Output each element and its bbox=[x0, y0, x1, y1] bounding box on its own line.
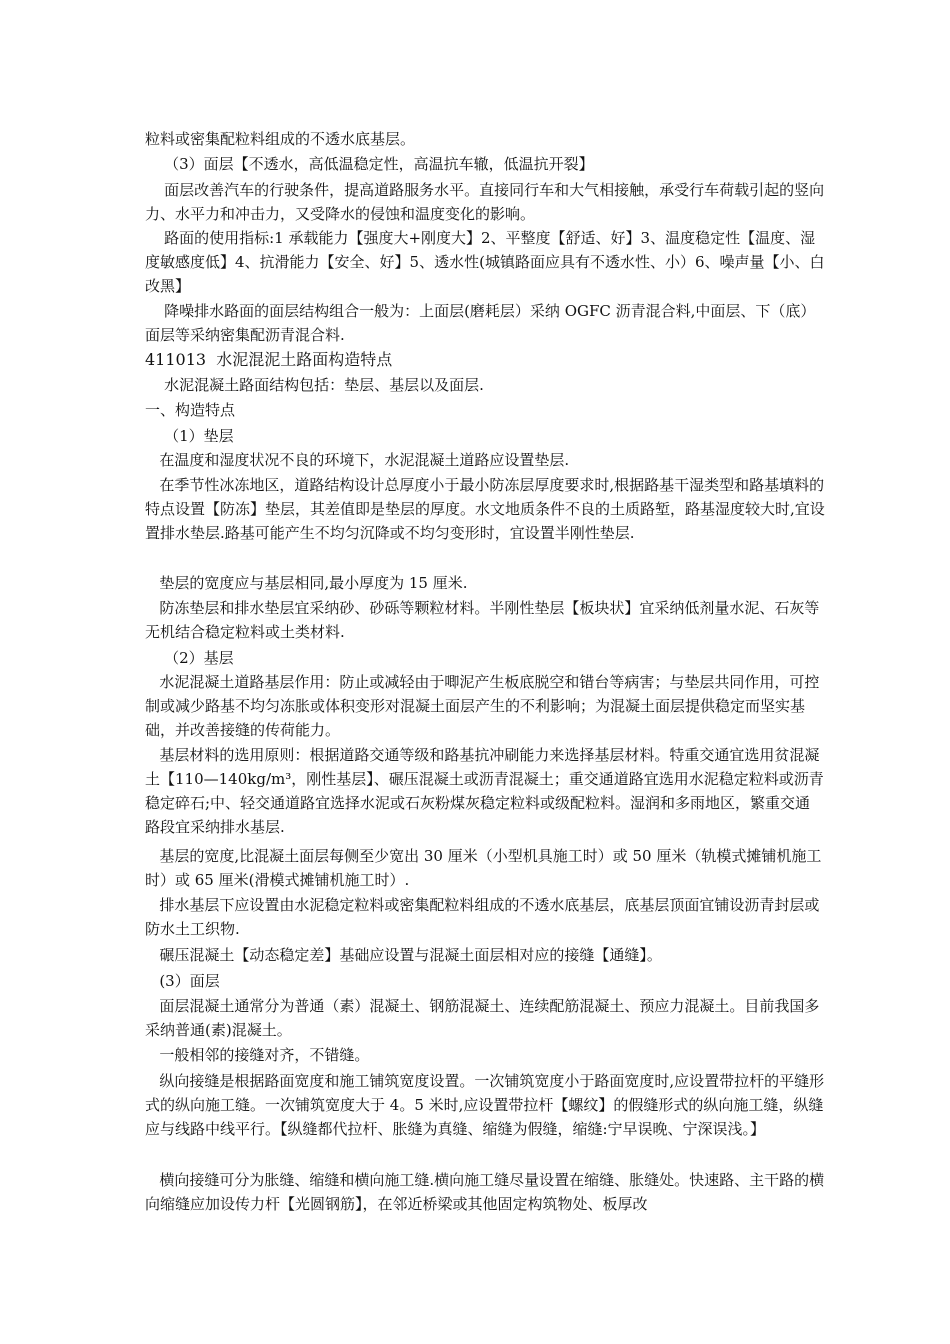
paragraph: 碾压混凝土【动态稳定差】基础应设置与混凝土面层相对应的接缝【通缝】。 bbox=[145, 946, 662, 964]
paragraph: 在季节性冰冻地区，道路结构设计总厚度小于最小防冻层厚度要求时,根据路基干湿类型和路基填料的特点设置【防冻】垫层，其差值即是垫层的厚度。水文地质条件不良的土质路堑，路基湿度较大时,宜设置排水垫层.路基可能产生不均匀沉降或不均匀变形时，宜设置半刚性垫层. bbox=[145, 476, 825, 542]
paragraph: 面层混凝土通常分为普通（素）混凝土、钢筋混凝土、连续配筋混凝土、预应力混凝土。目前我国多采纳普通(素)混凝土。 bbox=[145, 997, 820, 1039]
paragraph: 横向接缝可分为胀缝、缩缝和横向施工缝.横向施工缝尽量设置在缩缝、胀缝处。快速路、主干路的横向缩缝应加设传力杆【光圆钢筋】，在邻近桥梁或其他固定构筑物处、板厚改 bbox=[145, 1171, 825, 1213]
paragraph: （3）面层【不透水，高低温稳定性，高温抗车辙，低温抗开裂】 bbox=[145, 155, 594, 173]
paragraph: 水泥混凝土路面结构包括：垫层、基层以及面层. bbox=[145, 376, 484, 394]
paragraph: 基层材料的选用原则：根据道路交通等级和路基抗冲刷能力来选择基层材料。特重交通宜选用贫混凝土【110—140kg/m³，刚性基层】、碾压混凝土或沥青混凝土；重交通道路宜选用水泥稳定粒料或沥青稳定碎石;中、轻交通道路宜选择水泥或石灰粉煤灰稳定粒料或级配粒料。湿润和多雨地区，繁重交通路段宜采纳排水基层. bbox=[145, 746, 824, 836]
paragraph: 面层改善汽车的行驶条件，提高道路服务水平。直接同行车和大气相接触，承受行车荷载引起的竖向力、水平力和冲击力，又受降水的侵蚀和温度变化的影响。 bbox=[145, 181, 825, 223]
paragraph: 粒料或密集配粒料组成的不透水底基层。 bbox=[145, 130, 416, 148]
paragraph: 排水基层下应设置由水泥稳定粒料或密集配粒料组成的不透水底基层，底基层顶面宜铺设沥青封层或防水土工织物. bbox=[145, 896, 820, 938]
subheading: （2）基层 bbox=[145, 649, 234, 667]
paragraph: 降噪排水路面的面层结构组合一般为：上面层(磨耗层）采纳 OGFC 沥青混合料,中面层、下（底）面层等采纳密集配沥青混合料. bbox=[145, 302, 816, 344]
subheading: （1）垫层 bbox=[145, 427, 234, 445]
paragraph: 水泥混凝土道路基层作用：防止或减轻由于唧泥产生板底脱空和错台等病害；与垫层共同作用，可控制或减少路基不均匀冻胀或体积变形对混凝土面层产生的不利影响；为混凝土面层提供稳定而坚实基础，并改善接缝的传荷能力。 bbox=[145, 673, 820, 739]
subsection-heading: 一、构造特点 bbox=[145, 401, 236, 419]
paragraph: 纵向接缝是根据路面宽度和施工铺筑宽度设置。一次铺筑宽度小于路面宽度时,应设置带拉杆的平缝形式的纵向施工缝。一次铺筑宽度大于 4。5 米时,应设置带拉杆【螺纹】的假缝形式的纵向施工缝，纵缝应与线路中线平行。【纵缝都代拉杆、胀缝为真缝、缩缝为假缝，缩缝:宁早误晚、宁深误浅。】 bbox=[145, 1072, 825, 1138]
paragraph: 路面的使用指标:1 承载能力【强度大+刚度大】2、平整度【舒适、好】3、温度稳定性【温度、湿度敏感度低】4、抗滑能力【安全、好】5、透水性(城镇路面应具有不透水性、小）6、噪声量【小、白改黑】 bbox=[145, 229, 825, 295]
paragraph: 防冻垫层和排水垫层宜采纳砂、砂砾等颗粒材料。半刚性垫层【板块状】宜采纳低剂量水泥、石灰等无机结合稳定粒料或土类材料. bbox=[145, 599, 820, 641]
paragraph: 一般相邻的接缝对齐，不错缝。 bbox=[145, 1046, 370, 1064]
paragraph: 垫层的宽度应与基层相同,最小厚度为 15 厘米. bbox=[145, 574, 468, 592]
section-heading: 411013 水泥混泥土路面构造特点 bbox=[145, 350, 393, 369]
paragraph: 基层的宽度,比混凝土面层每侧至少宽出 30 厘米（小型机具施工时）或 50 厘米（轨模式摊铺机施工时）或 65 厘米(滑模式摊铺机施工时）. bbox=[145, 847, 822, 889]
subheading: (3）面层 bbox=[145, 972, 220, 990]
paragraph: 在温度和湿度状况不良的环境下，水泥混凝土道路应设置垫层. bbox=[145, 451, 570, 469]
